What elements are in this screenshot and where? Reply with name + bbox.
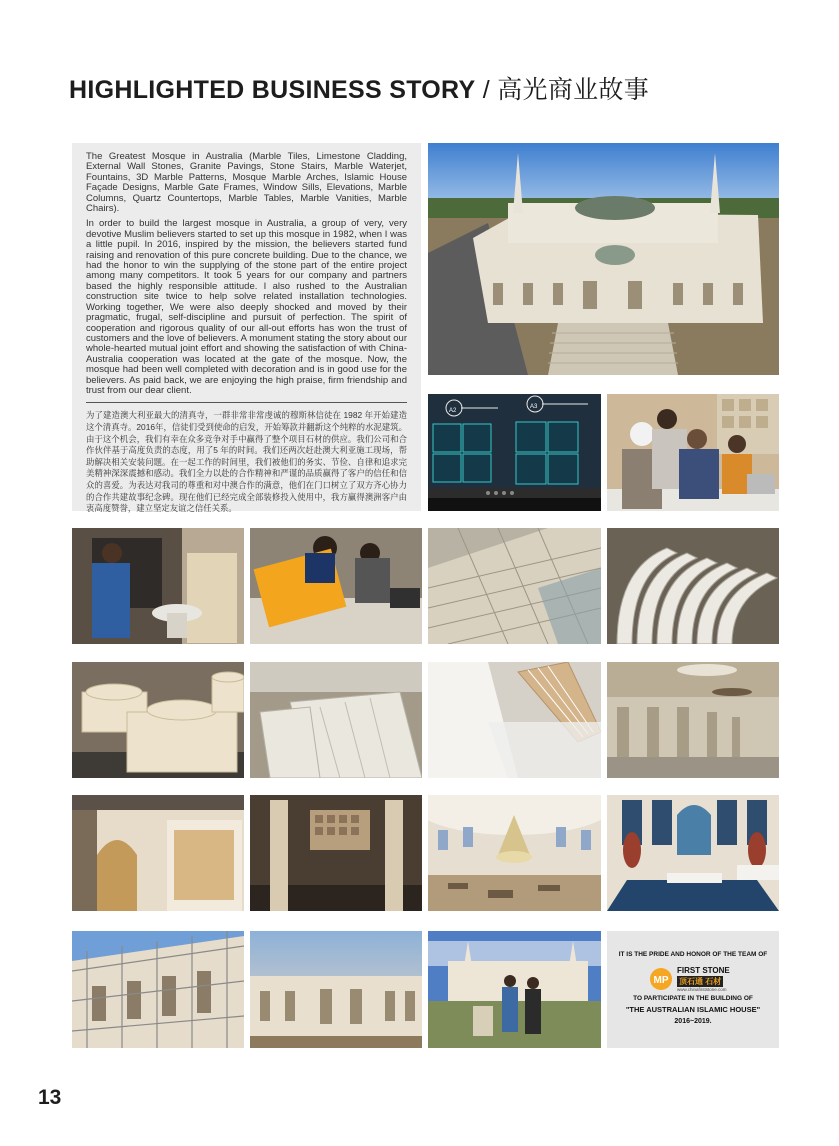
photo-scaffolding-facade bbox=[72, 931, 244, 1048]
photo-majlis-room bbox=[607, 795, 779, 911]
marker-a3: A3 bbox=[530, 404, 538, 410]
photo-team-meeting bbox=[607, 394, 779, 511]
photo-interior-arch-doorway bbox=[72, 795, 244, 911]
story-paragraph: In order to build the largest mosque in Australia, a group of very, very devotive Muslim believers started to set up this mosque in 1982, when I was a little pupil. In 2016, inspired by the mission, the believers started fund raising and renovation of this pure concrete building. Due to the chance, we had the honor to win the supplying of the stone part of the entire project among many competitors. It took 5 years for our company and partners based the highly responsible attitude. I also rushed to the Australian construction site twice to help solve related installation technologies. Working together, We were also deeply shocked and moved by their pragmatic, frugal, self-discipline and pursuit of perfection. The spirit of cooperation and rigorous quality of our all-out efforts has won the trust of customers and the love of believers. A monument stating the story about our whole-hearted mutual joint effort and showing the satisfaction of with China-Australia cooperation was located at the gate of the mosque. Now, the mosque had been well completed with decoration and is in good use for the believers. As paid back, we are enjoying the high praise, firm friendship and trust from our dear client. bbox=[86, 218, 407, 396]
photo-wrapped-mouldings bbox=[428, 662, 601, 778]
honor-line-2: TO PARTICIPATE IN THE BUILDING OF bbox=[633, 995, 753, 1002]
page-number: 13 bbox=[38, 1086, 62, 1109]
first-stone-logo-icon bbox=[649, 967, 673, 991]
photo-interior-columns bbox=[250, 795, 422, 911]
photo-factory-inspection bbox=[72, 528, 244, 644]
photo-interior-hall-arches bbox=[607, 662, 779, 778]
honor-years: 2016~2019. bbox=[674, 1018, 712, 1025]
photo-prayer-hall-chandelier bbox=[428, 795, 601, 911]
brand-name-chinese: 顶石通 石材 bbox=[679, 977, 722, 986]
photo-mosque-aerial bbox=[428, 143, 779, 375]
photo-stone-panels-stacked bbox=[250, 662, 422, 778]
photo-workers-measuring bbox=[250, 528, 422, 644]
honor-card bbox=[607, 931, 779, 1048]
title-separator: / bbox=[475, 76, 498, 104]
honor-project-name: "THE AUSTRALIAN ISLAMIC HOUSE" bbox=[625, 1005, 761, 1014]
honor-line-1: IT IS THE PRIDE AND HONOR OF THE TEAM OF bbox=[618, 951, 768, 958]
photo-cad-design bbox=[428, 394, 601, 511]
title-english: HIGHLIGHTED BUSINESS STORY bbox=[69, 76, 476, 104]
photo-curved-stone-slabs bbox=[607, 528, 779, 644]
photo-floor-tiles bbox=[428, 528, 601, 644]
svg-text:MP: MP bbox=[653, 975, 669, 986]
text-divider bbox=[86, 402, 407, 403]
photo-column-bases bbox=[72, 662, 244, 778]
marker-a2: A2 bbox=[449, 408, 457, 414]
brand-name-english: FIRST STONE bbox=[677, 966, 730, 975]
title-chinese: 高光商业故事 bbox=[497, 76, 650, 104]
story-text-box bbox=[72, 143, 421, 514]
story-chinese-paragraph: 为了建造澳大利亚最大的清真寺，一群非常非常虔诚的穆斯林信徒在 1982 年开始建造这个清真寺。2016年，信徒们受到使命的启发，开始筹款并翻新这个纯粹的水泥建筑。由于这个机会，我们有幸在众多竞争对手中赢得了整个项目石材的供应。我们公司和合作伙伴基于高度负责的态度，用了5 年的时间。我们还两次赶赴澳大利亚施工现场，帮助解决相关安装问题。在一起工作的时间里，我们被他们的务实、节俭、自律和追求完美精神深深震撼和感动。我们全力以赴的合作精神和严谨的品质赢得了客户的信任和信众的喜爱。为表达对我司的尊重和对中澳合作的满意，他们在门口树立了双方齐心协力的合作共建故事纪念碑。现在他们已经完成全部装修投入使用中，我方赢得澳洲客户由衷高度赞誉，建立坚定友谊之信任关系。 bbox=[86, 410, 407, 514]
photo-facade-dusk bbox=[250, 931, 422, 1048]
products-paragraph: The Greatest Mosque in Australia (Marble Tiles, Limestone Cladding, External Wall Stones, Granite Pavings, Stone Stairs, Marble Waterjet, Fountains, 3D Marble Patterns, Mosque Marble Arches, Islamic House Façade Designs, Marble Gate Frames, Window Sills, Elevations, Marble Columns, Quartz Countertops, Marble Tables, Marble Vanities, Marble Chairs). bbox=[86, 151, 407, 215]
page-title bbox=[69, 70, 769, 102]
photo-team-at-monument bbox=[428, 931, 601, 1048]
brand-url: www.chinafirststone.com bbox=[677, 987, 727, 992]
